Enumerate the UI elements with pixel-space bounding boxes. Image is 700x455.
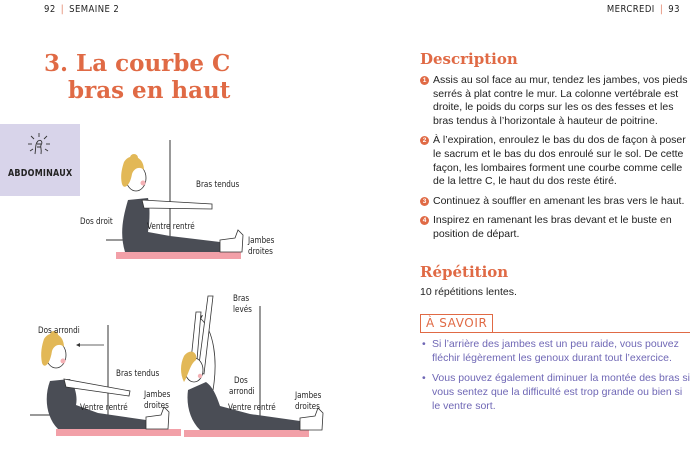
right-running-header (607, 4, 680, 15)
exercise-title (44, 50, 230, 104)
step-number-badge: 2 (420, 136, 429, 145)
step-number-badge: 3 (420, 197, 429, 206)
left-running-header (44, 4, 119, 15)
category-label: ABDOMINAUX (8, 168, 73, 179)
woman-rolled-arms-forward-drawing (26, 325, 186, 450)
label-droites: droites (248, 247, 273, 257)
instructions-column (420, 50, 690, 298)
description-steps (420, 74, 690, 242)
title-line-2: bras en haut (68, 77, 231, 104)
label-bras: Bras (233, 294, 250, 304)
label-jambes: Jambes (295, 391, 322, 401)
a-savoir-tips (422, 337, 692, 419)
label-jambes: Jambes (248, 236, 275, 246)
separator: | (60, 4, 65, 15)
step-number-badge: 1 (420, 76, 429, 85)
label-ventre-rentre: Ventre rentré (147, 222, 195, 232)
label-bras-tendus: Bras tendus (196, 180, 240, 190)
step-item (420, 214, 690, 241)
a-savoir-label: À SAVOIR (420, 314, 493, 333)
label-dos-arrondi: Dos arrondi (38, 326, 80, 336)
step-text: Assis au sol face au mur, tendez les jambes, vos pieds serrés à plat contre le mur. La colonne vertébrale est droite, le poids du corps sur les os des fesses et les bras tendus à l’horizontale à hauteur de poitrine. (433, 74, 688, 127)
left-section-label: SEMAINE 2 (69, 4, 120, 15)
label-ventre-rentre: Ventre rentré (228, 403, 276, 413)
left-page-number: 92 (44, 4, 56, 15)
step-text: Continuez à souffler en amenant les bras vers le haut. (433, 194, 685, 207)
illustration-rolled-arms-forward (26, 325, 186, 450)
a-savoir-header (420, 314, 690, 333)
tip-item: • Vous pouvez également diminuer la montée des bras si vous sentez que la difficulté est trop grande ou bien si le ventre sort. (422, 371, 692, 413)
repetition-heading: Répétition (420, 262, 509, 281)
step-item (420, 134, 690, 188)
title-line-1: 3. La courbe C (44, 50, 231, 77)
label-droites: droites (144, 401, 169, 411)
step-item (420, 195, 690, 209)
step-number-badge: 4 (420, 216, 429, 225)
right-page-number: 93 (668, 4, 680, 15)
repetition-text: 10 répétitions lentes. (420, 285, 517, 298)
label-arrondi: arrondi (229, 387, 255, 397)
right-section-label: MERCREDI (606, 4, 655, 15)
step-text: À l’expiration, enroulez le bas du dos de façon à poser le sacrum et le bas du dos enroulé sur le sol. De cette façon, les lombaires forment une courbe comme celle de la lettre C, le haut du dos reste étiré. (433, 134, 686, 188)
label-leves: levés (233, 305, 252, 315)
illustration-rolled-arms-up (180, 290, 340, 450)
label-dos-droit: Dos droit (80, 217, 113, 227)
label-bras-tendus: Bras tendus (116, 369, 160, 379)
woman-rolled-arms-up-drawing (180, 290, 340, 450)
step-text: Inspirez en ramenant les bras devant et le buste en position de départ. (433, 214, 672, 240)
step-item (420, 74, 690, 128)
description-heading: Description (420, 50, 518, 68)
illustration-seated-straight (80, 140, 290, 270)
label-droites: droites (295, 402, 320, 412)
label-ventre-rentre: Ventre rentré (80, 403, 128, 413)
label-dos: Dos (234, 376, 248, 386)
tip-item: • Si l’arrière des jambes est un peu raide, vous pouvez fléchir légèrement les genoux durant tout l’exercice. (422, 337, 692, 365)
label-jambes: Jambes (144, 390, 171, 400)
category-tag (0, 124, 80, 196)
separator: | (659, 4, 664, 15)
abs-burst-icon (26, 132, 52, 158)
